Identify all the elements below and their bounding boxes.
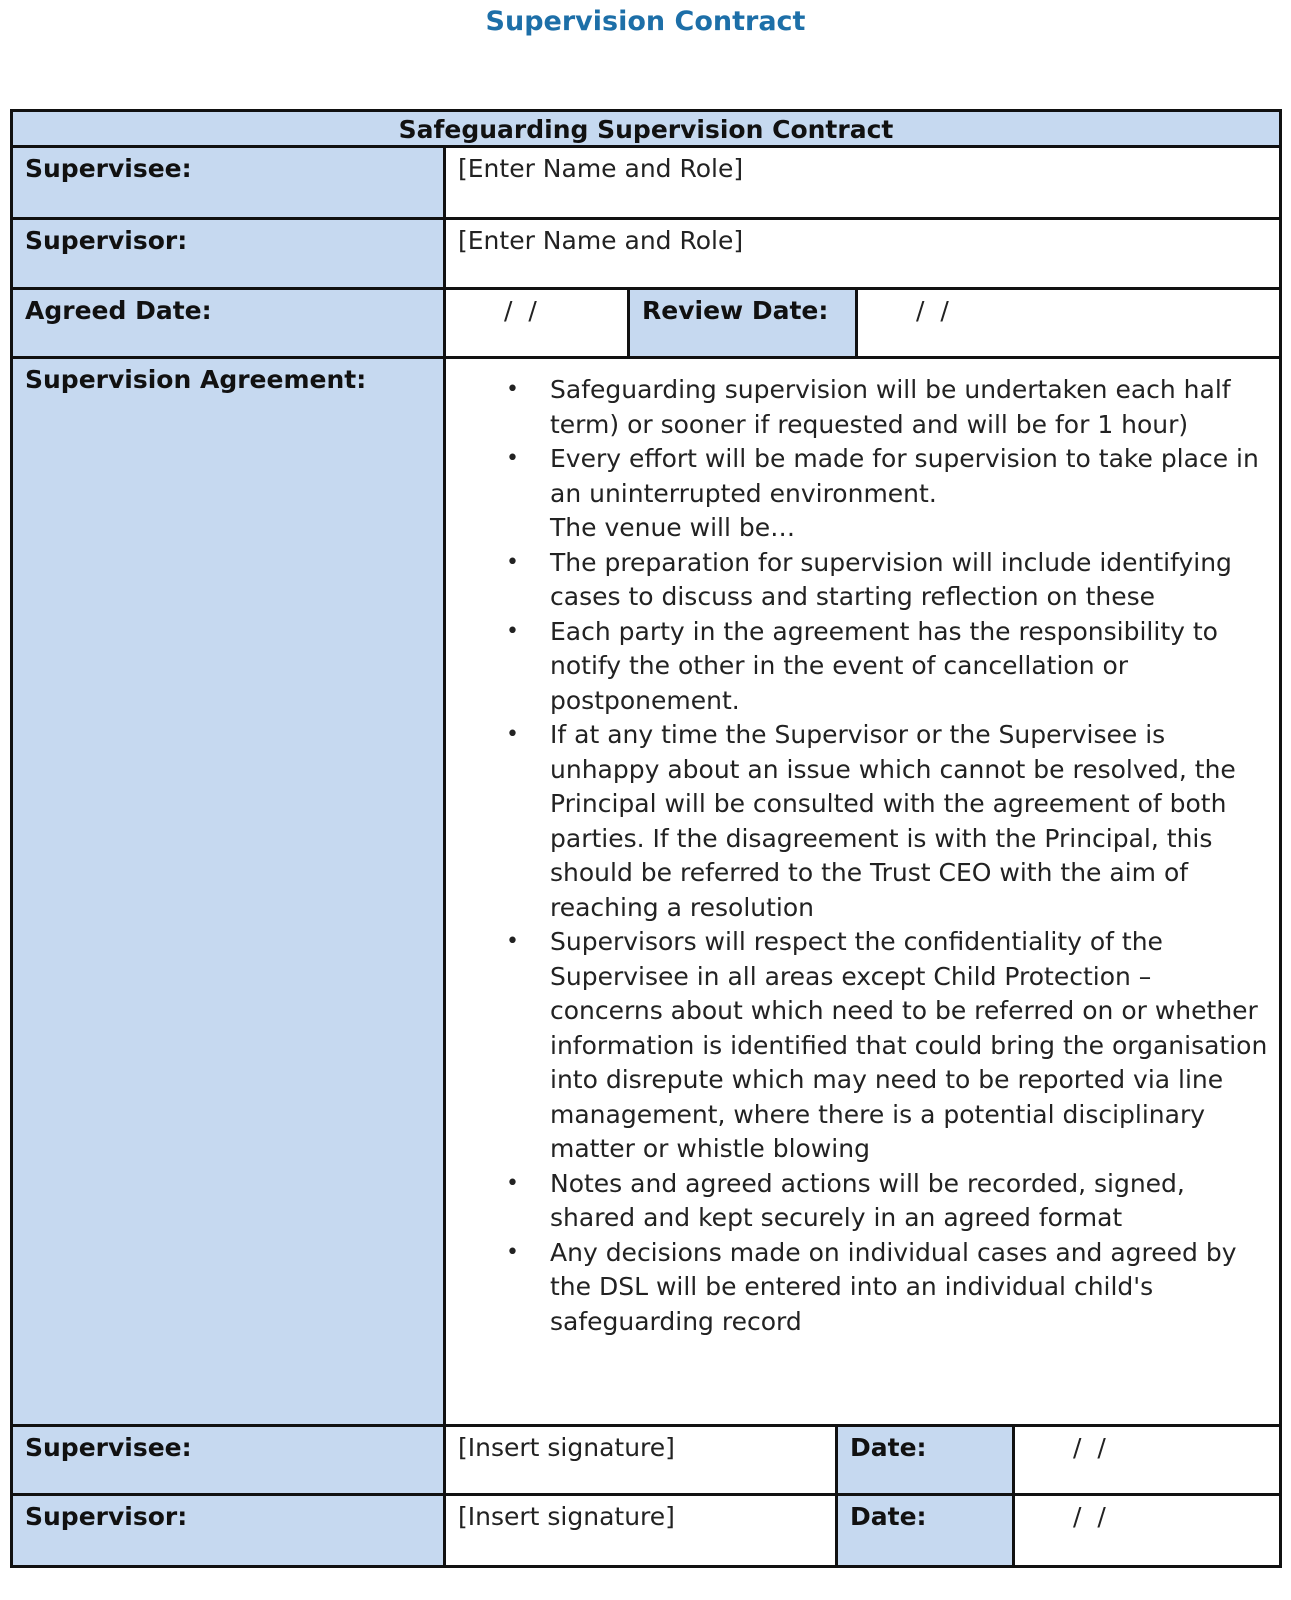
supervisee-label: Supervisee:	[13, 148, 446, 217]
supervisor-field[interactable]: [Enter Name and Role]	[446, 220, 1279, 287]
supervisor-signature-field[interactable]: [Insert signature]	[446, 1496, 838, 1565]
supervision-agreement-label: Supervision Agreement:	[13, 359, 446, 1424]
dates-row	[13, 290, 1279, 359]
sign-supervisee-label: Supervisee:	[13, 1427, 446, 1493]
agreement-item: • The preparation for supervision will include identifying cases to discuss and starting reflection on these	[550, 546, 1279, 615]
supervisor-row	[13, 220, 1279, 290]
supervisee-date-field[interactable]: / /	[1015, 1427, 1279, 1493]
agreement-item: • Notes and agreed actions will be recorded, signed, shared and kept securely in an agreed format	[550, 1167, 1279, 1236]
agreement-item: • Every effort will be made for supervision to take place in an uninterrupted environment. The venue will be…	[550, 442, 1279, 546]
sign-supervisee-date-label: Date:	[838, 1427, 1015, 1493]
page-title: Supervision Contract	[485, 6, 806, 37]
supervision-agreement-content	[446, 359, 1279, 1424]
supervisor-signature-row	[13, 1496, 1279, 1565]
agreed-date-label: Agreed Date:	[13, 290, 446, 356]
sign-supervisor-label: Supervisor:	[13, 1496, 446, 1565]
agreement-item: • Each party in the agreement has the responsibility to notify the other in the event of cancellation or postponement.	[550, 615, 1279, 719]
supervisor-date-field[interactable]: / /	[1015, 1496, 1279, 1565]
agreement-item: • Supervisors will respect the confidentiality of the Supervisee in all areas except Child Protection – concerns about which need to be referred on or whether information is identified that could bring the organisation into disrepute which may need to be reported via line management, where there is a potential disciplinary matter or whistle blowing	[550, 925, 1279, 1167]
sign-supervisor-date-label: Date:	[838, 1496, 1015, 1565]
supervisee-field[interactable]: [Enter Name and Role]	[446, 148, 1279, 217]
agreement-item: • Any decisions made on individual cases and agreed by the DSL will be entered into an individual child's safeguarding record	[550, 1236, 1279, 1340]
supervisee-signature-row	[13, 1427, 1279, 1496]
table-header-row	[13, 112, 1279, 148]
table-header: Safeguarding Supervision Contract	[13, 112, 1279, 145]
review-date-label: Review Date:	[630, 290, 858, 356]
agreement-item: • Safeguarding supervision will be undertaken each half term) or sooner if requested and will be for 1 hour)	[550, 373, 1279, 442]
review-date-field[interactable]: / /	[858, 290, 1279, 356]
agreement-list	[446, 373, 1279, 1339]
supervisee-row	[13, 148, 1279, 220]
supervision-contract-table	[10, 109, 1282, 1568]
agreement-row	[13, 359, 1279, 1427]
supervisor-label: Supervisor:	[13, 220, 446, 287]
agreement-item: • If at any time the Supervisor or the Supervisee is unhappy about an issue which cannot be resolved, the Principal will be consulted with the agreement of both parties. If the disagreement is with the Principal, this should be referred to the Trust CEO with the aim of reaching a resolution	[550, 718, 1279, 925]
supervisee-signature-field[interactable]: [Insert signature]	[446, 1427, 838, 1493]
agreed-date-field[interactable]: / /	[446, 290, 630, 356]
